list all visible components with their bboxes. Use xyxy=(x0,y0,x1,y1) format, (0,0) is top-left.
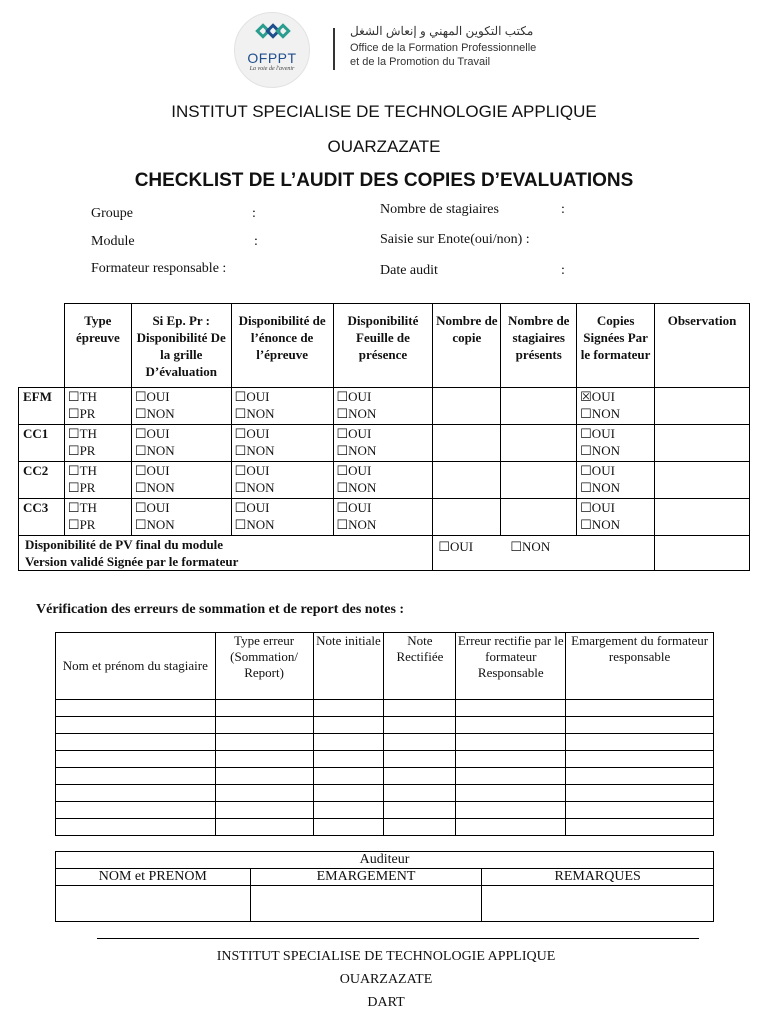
feuille-cell xyxy=(333,499,433,536)
row-label: CC1 xyxy=(19,425,65,462)
cell[interactable] xyxy=(384,700,456,717)
errors-header-row xyxy=(56,633,714,700)
signees-cell xyxy=(577,388,655,425)
enonce-cell xyxy=(231,499,333,536)
header-type-erreur: Type erreur (Sommation/ Report) xyxy=(215,633,313,700)
verification-title: Vérification des erreurs de sommation et de report des notes : xyxy=(36,602,405,617)
checklist-header-row xyxy=(19,304,750,388)
cell[interactable] xyxy=(313,717,384,734)
cell[interactable] xyxy=(313,700,384,717)
non-checkbox[interactable]: ☐NON xyxy=(234,517,275,532)
cell[interactable] xyxy=(566,751,714,768)
table-row xyxy=(56,717,714,734)
cell[interactable] xyxy=(456,700,566,717)
cell[interactable] xyxy=(56,751,216,768)
logo-text: OFPPT xyxy=(247,50,297,66)
table-row xyxy=(56,768,714,785)
cell[interactable] xyxy=(384,734,456,751)
auditor-signature-cell[interactable] xyxy=(250,886,482,922)
checklist-table xyxy=(18,303,750,571)
cell[interactable] xyxy=(215,768,313,785)
nombre-presents-cell[interactable] xyxy=(501,425,577,462)
cell[interactable] xyxy=(456,785,566,802)
cell[interactable] xyxy=(566,717,714,734)
grille-cell xyxy=(131,462,231,499)
cell[interactable] xyxy=(566,700,714,717)
auditor-entry-row xyxy=(56,886,714,922)
row-label: CC3 xyxy=(19,499,65,536)
table-row xyxy=(56,785,714,802)
errors-table xyxy=(55,632,714,836)
table-row xyxy=(56,819,714,836)
oui-checkbox[interactable]: ☐OUI xyxy=(134,389,170,404)
nombre-copie-cell[interactable] xyxy=(433,462,501,499)
oui-checkbox[interactable]: ☐OUI xyxy=(134,463,170,478)
cell[interactable] xyxy=(56,802,216,819)
module-colon: : xyxy=(254,234,258,249)
type-cell xyxy=(64,462,131,499)
header-observation: Observation xyxy=(655,304,750,388)
org-name-arabic: مكتب التكوين المهني و إنعاش الشغل xyxy=(350,24,534,38)
pv-label-line1: Disponibilité de PV final du module xyxy=(25,537,224,552)
type-cell xyxy=(64,425,131,462)
signed-non-checkbox[interactable]: ☐NON xyxy=(580,443,620,458)
row-label: EFM xyxy=(19,388,65,425)
cell[interactable] xyxy=(566,802,714,819)
cell[interactable] xyxy=(215,785,313,802)
checklist-row-cc1 xyxy=(19,425,750,462)
nombre-presents-cell[interactable] xyxy=(501,388,577,425)
observation-cell[interactable] xyxy=(655,462,750,499)
signed-oui-checkbox[interactable]: ☐OUI xyxy=(580,463,615,478)
oui-checkbox[interactable]: ☐OUI xyxy=(336,389,372,404)
auditor-name-cell[interactable] xyxy=(56,886,251,922)
saisie-label: Saisie sur Enote(oui/non) : xyxy=(380,232,530,247)
cell[interactable] xyxy=(384,751,456,768)
pr-checkbox[interactable]: ☐PR xyxy=(67,480,96,495)
header-note-initiale: Note initiale xyxy=(313,633,384,700)
cell[interactable] xyxy=(56,717,216,734)
pv-oui-checkbox[interactable]: ☐OUI xyxy=(438,539,474,554)
pr-checkbox[interactable]: ☐PR xyxy=(67,406,96,421)
header-copies-signees: Copies Signées Par le formateur xyxy=(577,304,655,388)
groupe-colon: : xyxy=(252,206,256,221)
cell[interactable] xyxy=(566,768,714,785)
cell[interactable] xyxy=(215,734,313,751)
cell[interactable] xyxy=(215,700,313,717)
nombre-copie-cell[interactable] xyxy=(433,425,501,462)
signed-non-checkbox[interactable]: ☐NON xyxy=(580,517,620,532)
th-checkbox[interactable]: ☐TH xyxy=(67,389,97,404)
cell[interactable] xyxy=(215,717,313,734)
cell[interactable] xyxy=(313,734,384,751)
table-row xyxy=(56,802,714,819)
non-checkbox[interactable]: ☐NON xyxy=(234,443,275,458)
pr-checkbox[interactable]: ☐PR xyxy=(67,443,96,458)
feuille-cell xyxy=(333,388,433,425)
cell[interactable] xyxy=(384,768,456,785)
signed-oui-checkbox[interactable]: ☐OUI xyxy=(580,426,615,441)
auditor-title: Auditeur xyxy=(56,852,714,869)
pv-observation-cell[interactable] xyxy=(655,536,750,571)
header-nombre-presents: Nombre de stagiaires présents xyxy=(501,304,577,388)
oui-checkbox[interactable]: ☐OUI xyxy=(336,463,372,478)
nombre-stagiaires-colon: : xyxy=(561,202,565,217)
cell[interactable] xyxy=(456,819,566,836)
oui-checkbox[interactable]: ☐OUI xyxy=(134,426,170,441)
groupe-label: Groupe xyxy=(91,206,133,221)
grille-cell xyxy=(131,425,231,462)
pr-checkbox[interactable]: ☐PR xyxy=(67,517,96,532)
signees-cell xyxy=(577,499,655,536)
cell[interactable] xyxy=(456,768,566,785)
nombre-stagiaires-label: Nombre de stagiaires xyxy=(380,202,499,217)
header-remarques: REMARQUES xyxy=(482,869,714,886)
cell[interactable] xyxy=(566,819,714,836)
header-type-epreuve: Type épreuve xyxy=(64,304,131,388)
module-label: Module xyxy=(91,234,135,249)
oui-checkbox[interactable]: ☐OUI xyxy=(336,426,372,441)
auditor-table xyxy=(55,851,714,922)
nombre-presents-cell[interactable] xyxy=(501,499,577,536)
cell[interactable] xyxy=(56,819,216,836)
cell[interactable] xyxy=(384,802,456,819)
enonce-cell xyxy=(231,425,333,462)
header-nom-prenom: NOM et PRENOM xyxy=(56,869,251,886)
cell[interactable] xyxy=(384,717,456,734)
header-erreur-rectifie: Erreur rectifie par le formateur Responsable xyxy=(456,633,566,700)
cell[interactable] xyxy=(384,785,456,802)
nombre-copie-cell[interactable] xyxy=(433,388,501,425)
checklist-row-efm xyxy=(19,388,750,425)
page-title: CHECKLIST DE L’AUDIT DES COPIES D’EVALUATIONS xyxy=(134,170,634,191)
checklist-row-cc3 xyxy=(19,499,750,536)
cell[interactable] xyxy=(215,802,313,819)
nombre-presents-cell[interactable] xyxy=(501,462,577,499)
oui-checkbox[interactable]: ☐OUI xyxy=(234,463,270,478)
signed-oui-checkbox[interactable]: ☐OUI xyxy=(580,500,615,515)
checklist-corner xyxy=(19,304,65,388)
header-emargement-formateur: Emargement du formateur responsable xyxy=(566,633,714,700)
org-name-line1: Office de la Formation Professionnelle xyxy=(350,42,537,54)
observation-cell[interactable] xyxy=(655,425,750,462)
date-audit-colon: : xyxy=(561,263,565,278)
cell[interactable] xyxy=(56,785,216,802)
footer-dept: DART xyxy=(367,995,405,1010)
non-checkbox[interactable]: ☐NON xyxy=(336,517,377,532)
non-checkbox[interactable]: ☐NON xyxy=(134,443,175,458)
oui-checkbox[interactable]: ☐OUI xyxy=(134,500,170,515)
enonce-cell xyxy=(231,388,333,425)
footer-institute: INSTITUT SPECIALISE DE TECHNOLOGIE APPLIQUE xyxy=(216,949,556,964)
city-name: OUARZAZATE xyxy=(327,137,441,156)
cell[interactable] xyxy=(384,819,456,836)
non-checkbox[interactable]: ☐NON xyxy=(234,480,275,495)
footer-divider xyxy=(97,938,699,939)
grille-cell xyxy=(131,499,231,536)
table-row xyxy=(56,751,714,768)
formateur-label: Formateur responsable : xyxy=(91,261,227,276)
header-note-rectifiee: Note Rectifiée xyxy=(384,633,456,700)
cell[interactable] xyxy=(313,802,384,819)
date-audit-label: Date audit xyxy=(380,263,438,278)
type-cell xyxy=(64,499,131,536)
cell[interactable] xyxy=(456,734,566,751)
oui-checkbox[interactable]: ☐OUI xyxy=(234,389,270,404)
oui-checkbox[interactable]: ☐OUI xyxy=(234,500,270,515)
non-checkbox[interactable]: ☐NON xyxy=(134,480,175,495)
cell[interactable] xyxy=(313,751,384,768)
table-row xyxy=(56,700,714,717)
footer-city: OUARZAZATE xyxy=(339,972,433,987)
signees-cell xyxy=(577,462,655,499)
pv-row xyxy=(19,536,750,571)
signed-oui-checkbox[interactable]: ☒OUI xyxy=(580,389,615,404)
checklist-row-cc2 xyxy=(19,462,750,499)
cell[interactable] xyxy=(215,751,313,768)
observation-cell[interactable] xyxy=(655,499,750,536)
cell[interactable] xyxy=(566,785,714,802)
table-row xyxy=(56,734,714,751)
cell[interactable] xyxy=(56,700,216,717)
oui-checkbox[interactable]: ☐OUI xyxy=(336,500,372,515)
non-checkbox[interactable]: ☐NON xyxy=(336,406,377,421)
header-nombre-copie: Nombre de copie xyxy=(433,304,501,388)
cell[interactable] xyxy=(313,768,384,785)
nombre-copie-cell[interactable] xyxy=(433,499,501,536)
cell[interactable] xyxy=(313,785,384,802)
th-checkbox[interactable]: ☐TH xyxy=(67,463,97,478)
feuille-cell xyxy=(333,425,433,462)
cell[interactable] xyxy=(56,734,216,751)
non-checkbox[interactable]: ☐NON xyxy=(336,443,377,458)
header-nom-prenom: Nom et prénom du stagiaire xyxy=(56,633,216,700)
cell[interactable] xyxy=(313,819,384,836)
signed-non-checkbox[interactable]: ☐NON xyxy=(580,406,620,421)
cell[interactable] xyxy=(456,717,566,734)
cell[interactable] xyxy=(56,768,216,785)
cell[interactable] xyxy=(566,734,714,751)
cell[interactable] xyxy=(456,751,566,768)
header-feuille-presence: Disponibilité Feuille de présence xyxy=(333,304,433,388)
non-checkbox[interactable]: ☐NON xyxy=(234,406,275,421)
logo-mark-icon xyxy=(235,13,309,53)
header-grille: Si Ep. Pr : Disponibilité De la grille D’évaluation xyxy=(131,304,231,388)
grille-cell xyxy=(131,388,231,425)
header-emargement: EMARGEMENT xyxy=(250,869,482,886)
org-name-line2: et de la Promotion du Travail xyxy=(350,56,491,68)
pv-non-checkbox[interactable]: ☐NON xyxy=(510,539,551,554)
header-divider xyxy=(333,28,335,70)
signed-non-checkbox[interactable]: ☐NON xyxy=(580,480,620,495)
auditor-header-row xyxy=(56,869,714,886)
th-checkbox[interactable]: ☐TH xyxy=(67,426,97,441)
pv-options-cell xyxy=(433,536,655,571)
type-cell xyxy=(64,388,131,425)
oui-checkbox[interactable]: ☐OUI xyxy=(234,426,270,441)
non-checkbox[interactable]: ☐NON xyxy=(134,406,175,421)
non-checkbox[interactable]: ☐NON xyxy=(336,480,377,495)
cell[interactable] xyxy=(456,802,566,819)
enonce-cell xyxy=(231,462,333,499)
feuille-cell xyxy=(333,462,433,499)
signees-cell xyxy=(577,425,655,462)
non-checkbox[interactable]: ☐NON xyxy=(134,517,175,532)
cell[interactable] xyxy=(215,819,313,836)
institute-name: INSTITUT SPECIALISE DE TECHNOLOGIE APPLIQUE xyxy=(171,102,597,121)
header-enonce: Disponibilité de l’énonce de l’épreuve xyxy=(231,304,333,388)
auditor-title-row xyxy=(56,852,714,869)
row-label: CC2 xyxy=(19,462,65,499)
observation-cell[interactable] xyxy=(655,388,750,425)
pv-label-cell xyxy=(19,536,433,571)
logo-tagline: La voie de l'avenir xyxy=(249,66,295,72)
auditor-remarks-cell[interactable] xyxy=(482,886,714,922)
th-checkbox[interactable]: ☐TH xyxy=(67,500,97,515)
pv-label-line2: Version validé Signée par le formateur xyxy=(25,554,239,569)
